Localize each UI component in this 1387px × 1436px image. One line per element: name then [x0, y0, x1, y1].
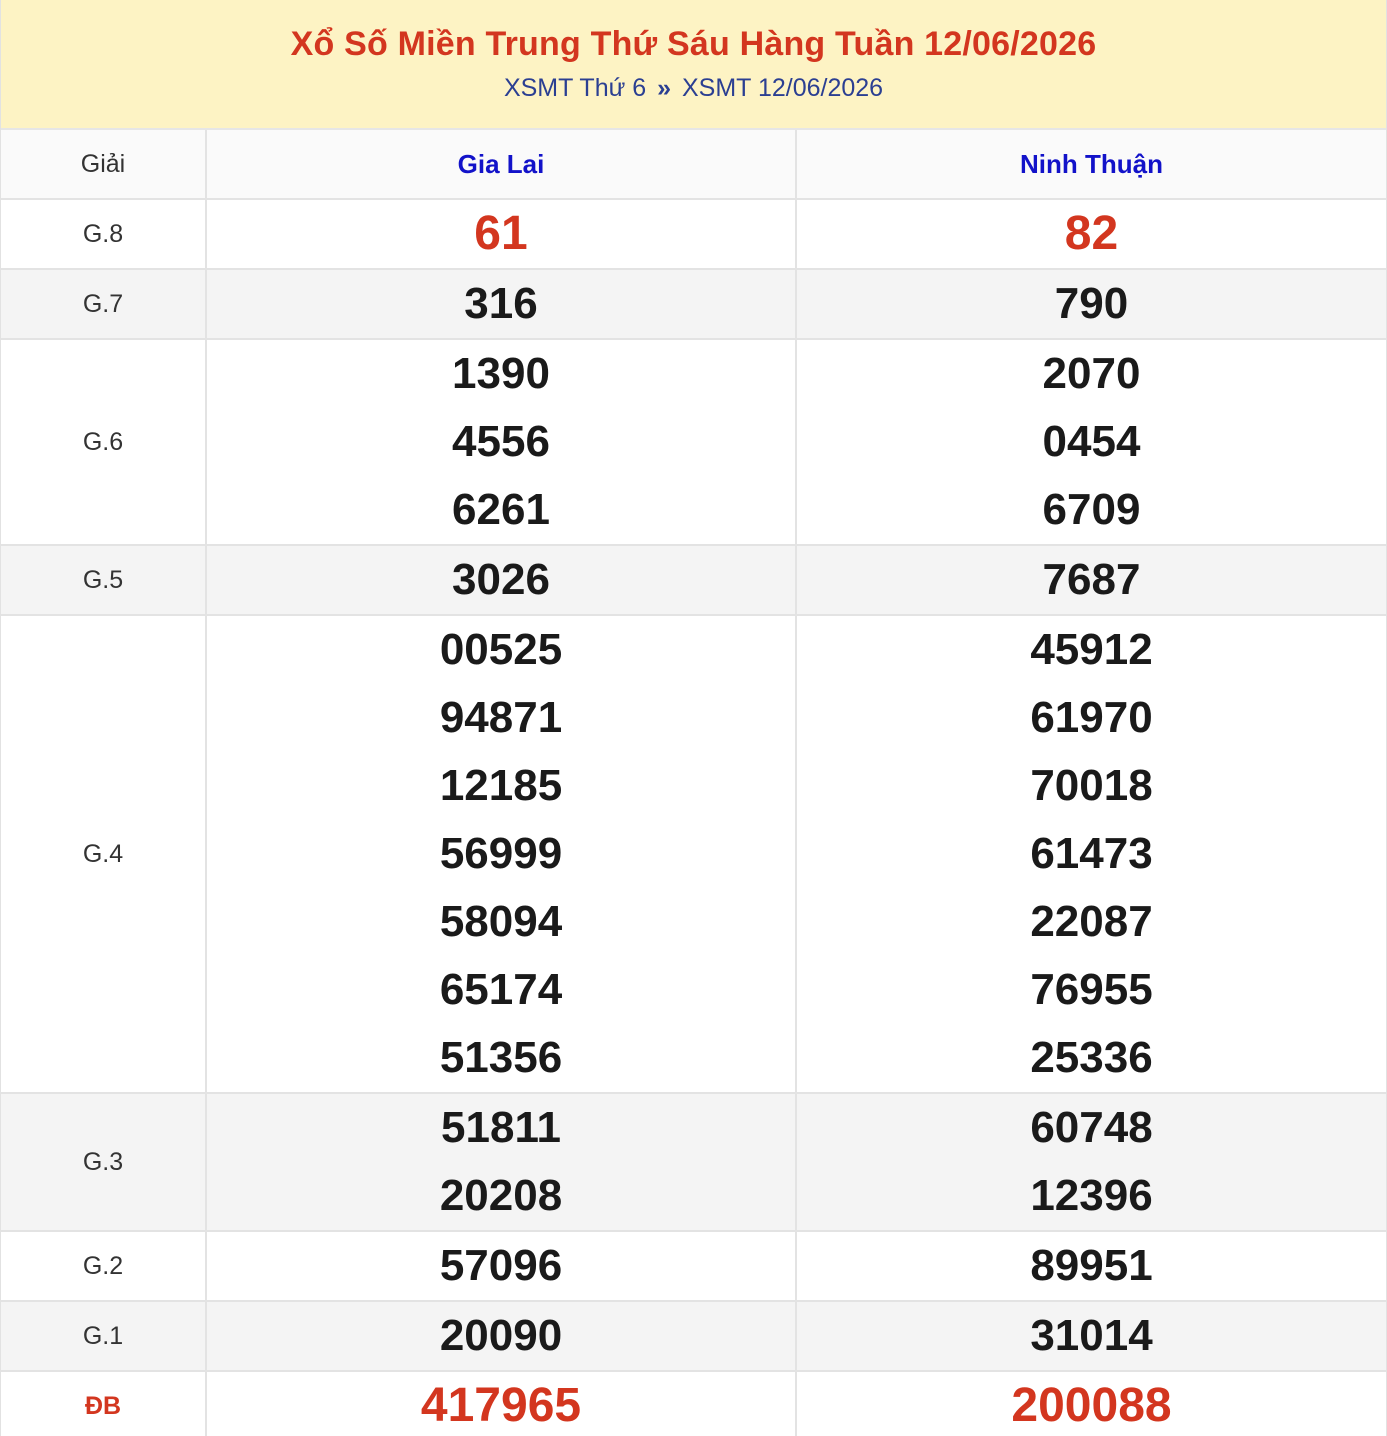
results-table	[1, 130, 1386, 1436]
prize-cell-province-1	[206, 615, 796, 1093]
prize-label: G.8	[1, 199, 206, 269]
prize-cell-province-1	[206, 1093, 796, 1231]
prize-number: 58094	[439, 897, 563, 946]
prize-number: 61	[474, 207, 528, 260]
prize-label: G.2	[1, 1231, 206, 1301]
prize-number: 12185	[439, 761, 563, 810]
prize-number: 51811	[441, 1103, 561, 1152]
prize-label: G.1	[1, 1301, 206, 1371]
table-row	[1, 1371, 1386, 1436]
table-row	[1, 545, 1386, 615]
province-link-gia-lai[interactable]: Gia Lai	[457, 148, 545, 179]
prize-cell-province-2	[796, 1093, 1386, 1231]
prize-cell-province-1	[206, 199, 796, 269]
prize-number: 00525	[439, 625, 563, 674]
prize-label: G.6	[1, 339, 206, 545]
prize-number: 57096	[439, 1241, 563, 1290]
prize-cell-province-1	[206, 269, 796, 339]
prize-number: 25336	[1030, 1033, 1153, 1082]
prize-number: 89951	[1030, 1241, 1153, 1290]
special-prize-number: 417965	[420, 1379, 582, 1432]
prize-number: 70018	[1030, 761, 1153, 810]
prize-number: 20208	[439, 1171, 563, 1220]
prize-number: 2070	[1042, 349, 1141, 398]
prize-number: 4556	[452, 417, 550, 466]
prize-cell-province-1	[206, 1231, 796, 1301]
table-row	[1, 199, 1386, 269]
prize-number: 60748	[1030, 1103, 1153, 1152]
prize-label: ĐB	[1, 1371, 206, 1436]
prize-number: 3026	[452, 555, 550, 604]
prize-label: G.3	[1, 1093, 206, 1231]
prize-cell-province-2	[796, 1231, 1386, 1301]
breadcrumb-link-xsmt-thu-6[interactable]: XSMT Thứ 6	[503, 74, 647, 102]
prize-number: 45912	[1030, 625, 1153, 674]
prize-number: 94871	[439, 693, 563, 742]
table-row	[1, 1301, 1386, 1371]
prize-number: 20090	[439, 1311, 563, 1360]
breadcrumb	[1, 72, 1386, 104]
prize-cell-province-1	[206, 545, 796, 615]
prize-number: 82	[1064, 207, 1119, 260]
prize-number: 56999	[439, 829, 563, 878]
prize-number: 65174	[439, 965, 563, 1014]
prize-number: 1390	[452, 349, 550, 398]
prize-cell-province-2	[796, 199, 1386, 269]
prize-number: 6709	[1042, 485, 1141, 534]
column-header-giai: Giải	[1, 130, 206, 199]
column-header-province-1	[206, 130, 796, 199]
prize-number: 7687	[1042, 555, 1141, 604]
prize-number: 0454	[1042, 417, 1141, 466]
prize-number: 51356	[439, 1033, 563, 1082]
table-header-row	[1, 130, 1386, 199]
prize-number: 316	[464, 279, 538, 328]
table-row	[1, 1231, 1386, 1301]
prize-number: 790	[1054, 279, 1129, 328]
prize-number: 22087	[1030, 897, 1153, 946]
prize-cell-province-2	[796, 269, 1386, 339]
column-header-province-2	[796, 130, 1386, 199]
prize-number: 61473	[1030, 829, 1153, 878]
prize-number: 12396	[1030, 1171, 1153, 1220]
prize-cell-province-2	[796, 1371, 1386, 1436]
prize-cell-province-2	[796, 545, 1386, 615]
prize-number: 31014	[1030, 1311, 1153, 1360]
prize-cell-province-2	[796, 1301, 1386, 1371]
prize-cell-province-1	[206, 339, 796, 545]
prize-cell-province-1	[206, 1371, 796, 1436]
page-title: Xổ Số Miền Trung Thứ Sáu Hàng Tuần 12/06/2026	[290, 25, 1097, 63]
results-header	[1, 0, 1386, 130]
table-row	[1, 615, 1386, 1093]
special-prize-number: 200088	[1011, 1379, 1172, 1432]
province-link-ninh-thuan[interactable]: Ninh Thuận	[1020, 148, 1163, 179]
prize-label: G.4	[1, 615, 206, 1093]
prize-label: G.7	[1, 269, 206, 339]
prize-number: 76955	[1030, 965, 1153, 1014]
breadcrumb-separator: »	[657, 74, 672, 102]
table-row	[1, 269, 1386, 339]
prize-label: G.5	[1, 545, 206, 615]
prize-cell-province-1	[206, 1301, 796, 1371]
breadcrumb-link-xsmt-date[interactable]: XSMT 12/06/2026	[682, 74, 884, 102]
table-row	[1, 339, 1386, 545]
prize-cell-province-2	[796, 615, 1386, 1093]
table-row	[1, 1093, 1386, 1231]
prize-cell-province-2	[796, 339, 1386, 545]
prize-number: 61970	[1030, 693, 1153, 742]
prize-number: 6261	[452, 485, 550, 534]
